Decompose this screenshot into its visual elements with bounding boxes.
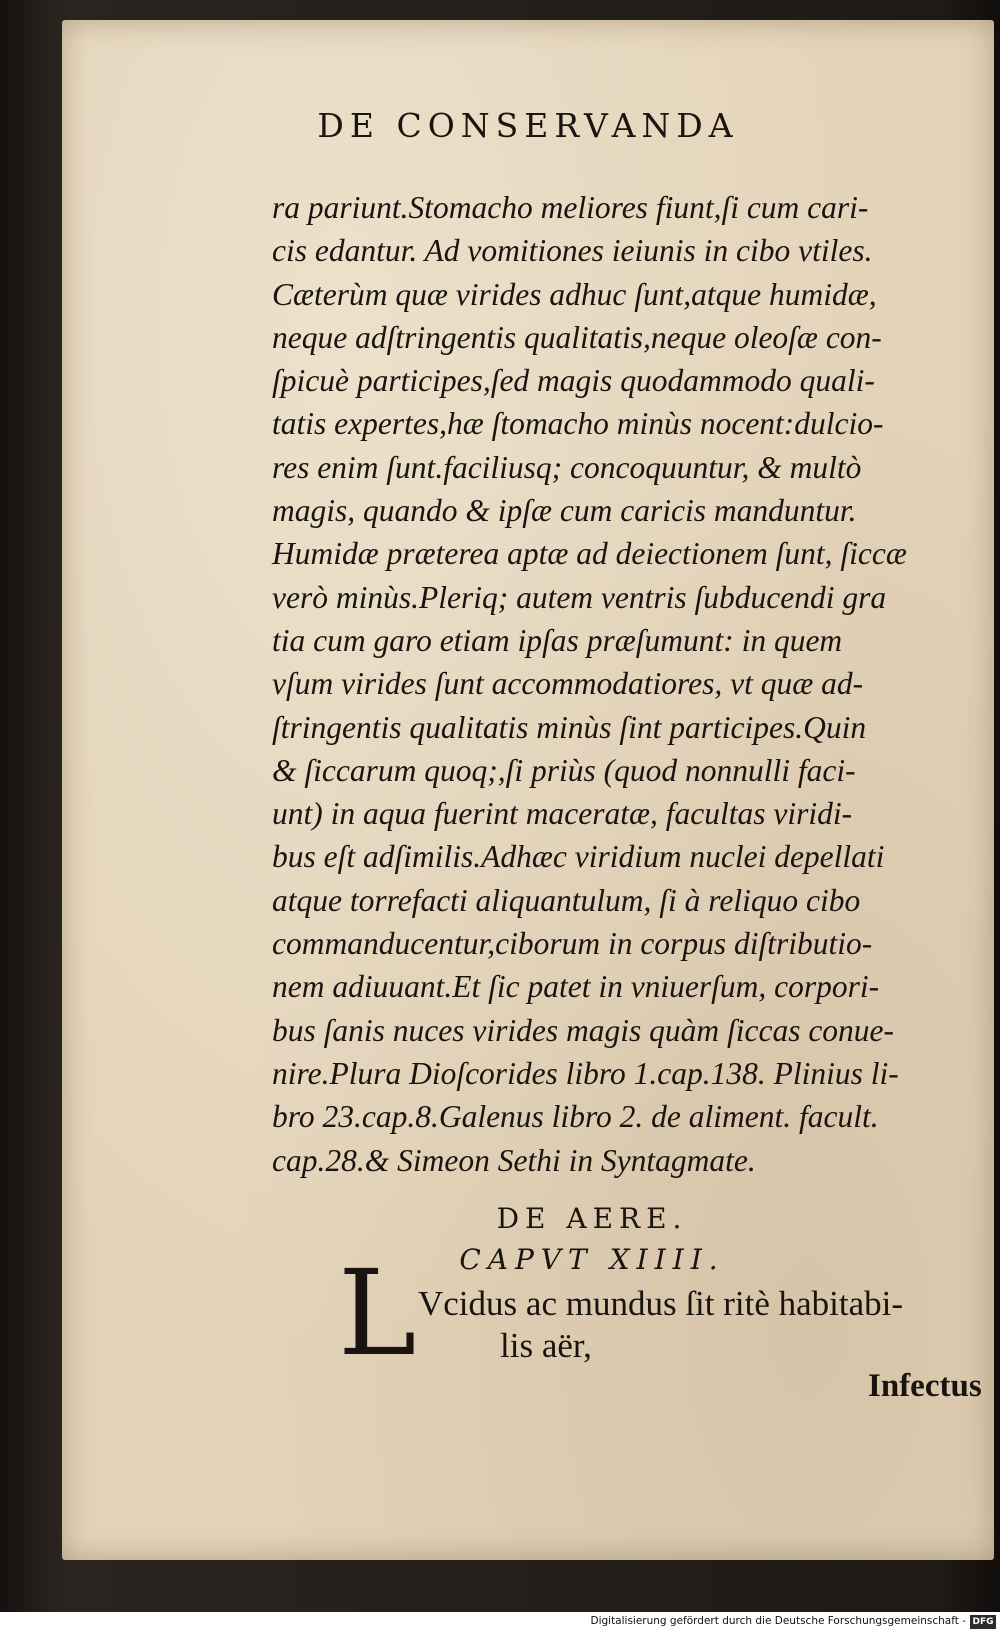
text-line: Humidæ præterea aptæ ad deiectionem ſunt, ſiccæ (272, 536, 907, 572)
text-line: vſum virides ſunt accommodatiores, vt quæ ad- (272, 666, 864, 702)
footer-credit: Digitalisierung gefördert durch die Deutsche Forschungsgemeinschaft - (590, 1615, 966, 1627)
text-line: cis edantur. Ad vomitiones ieiunis in cibo vtiles. (272, 233, 873, 269)
text-line: atque torrefacti aliquantulum, ſi à reliquo cibo (272, 882, 861, 918)
text-line: nem adiuuant.Et ſic patet in vniuerſum, corpori- (272, 969, 880, 1005)
verse-line-2: lis aër, (500, 1326, 592, 1365)
text-line: magis, quando & ipſæ cum caricis manduntur. (272, 493, 857, 529)
text-line: bro 23.cap.8.Galenus libro 2. de aliment. facult. (272, 1099, 879, 1135)
book-page (62, 20, 994, 1560)
text-line: tatis expertes,hæ ſtomacho minùs nocent:dulcio- (272, 406, 884, 442)
verse-line-1: Vcidus ac mundus ſit ritè habitabi- (418, 1284, 904, 1323)
text-line: unt) in aqua fuerint maceratæ, facultas viridi- (272, 796, 853, 832)
catchword: Infectus (868, 1368, 982, 1404)
text-line: cap.28.& Simeon Sethi in Syntagmate. (272, 1142, 756, 1178)
text-line: commanducentur,ciborum in corpus diſtributio- (272, 926, 873, 962)
text-line: Cæterùm quæ virides adhuc ſunt,atque humidæ, (272, 276, 877, 312)
dfg-logo: DFG (970, 1615, 996, 1629)
body-text (272, 186, 1000, 1182)
text-line: & ſiccarum quoq;,ſi priùs (quod nonnulli faci- (272, 752, 856, 788)
text-line: verò minùs.Pleriq; autem ventris ſubducendi gra (272, 579, 887, 615)
text-line: bus eſt adſimilis.Adhæc viridium nuclei depellati (272, 839, 885, 875)
text-line: ſtringentis qualitatis minùs ſint participes.Quin (272, 709, 867, 745)
chapter-number: CAPVT XIIII. (459, 1243, 725, 1276)
text-line: ſpicuè participes,ſed magis quodammodo quali- (272, 363, 875, 399)
running-head: DE CONSERVANDA (317, 106, 739, 145)
digitization-footer (0, 1612, 1000, 1633)
text-line: ra pariunt.Stomacho meliores fiunt,ſi cum cari- (272, 190, 869, 225)
text-line: bus ſanis nuces virides magis quàm ſiccas conue- (272, 1012, 895, 1048)
text-line: nire.Plura Dioſcorides libro 1.cap.138. Plinius li- (272, 1055, 899, 1091)
text-line: neque adſtringentis qualitatis,neque oleoſæ con- (272, 319, 882, 355)
drop-cap: L (338, 1244, 417, 1382)
text-line: tia cum garo etiam ipſas præſumunt: in quem (272, 622, 843, 658)
text-line: res enim ſunt.faciliusq; concoquuntur, & multò (272, 449, 862, 485)
chapter-title: DE AERE. (496, 1202, 688, 1235)
